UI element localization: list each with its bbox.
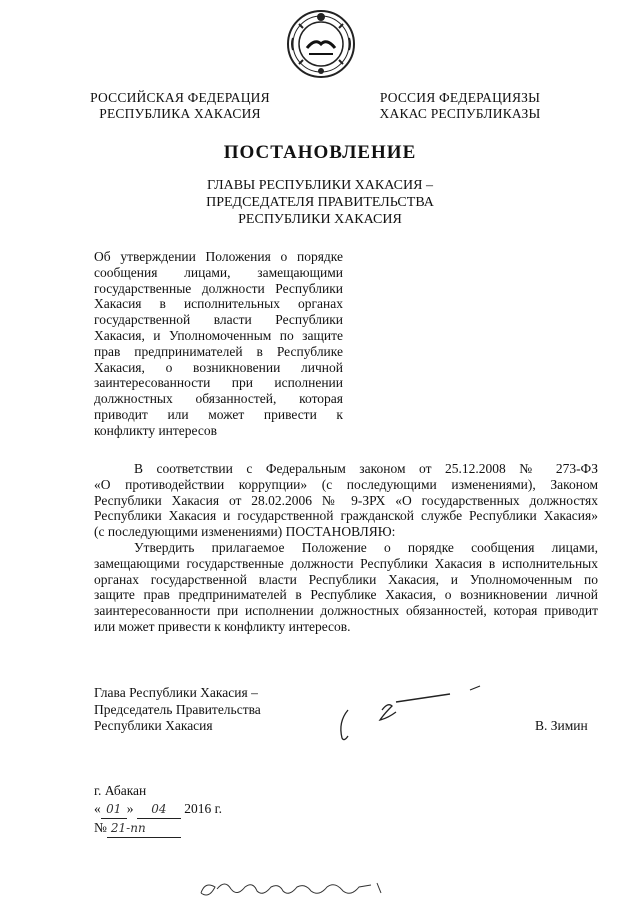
signatory-position bbox=[94, 685, 261, 735]
date-prefix: « bbox=[94, 801, 101, 816]
subject-line: государственной власти Республики bbox=[94, 312, 343, 328]
header-left-line: РЕСПУБЛИКА ХАКАСИЯ bbox=[99, 106, 261, 121]
number-line bbox=[94, 819, 222, 838]
header-right-line: РОССИЯ ФЕДЕРАЦИЯЗЫ bbox=[379, 90, 541, 105]
date-year: 2016 г. bbox=[184, 801, 223, 816]
handwritten-mark bbox=[195, 875, 395, 903]
header-right bbox=[370, 90, 550, 122]
number-prefix: № bbox=[94, 820, 107, 835]
header-left-line: РОССИЙСКАЯ ФЕДЕРАЦИЯ bbox=[90, 90, 270, 105]
subject-line: Хакасия, о возникновении личной bbox=[94, 359, 343, 375]
subtitle-line: ГЛАВЫ РЕСПУБЛИКИ ХАКАСИЯ – bbox=[207, 178, 433, 193]
body-line: заинтересованности при исполнении должностных обязанностей, которая приводит bbox=[94, 603, 598, 619]
signatory-line: Глава Республики Хакасия – bbox=[94, 685, 258, 700]
place-date-number bbox=[94, 782, 222, 838]
subject-line: конфликту интересов bbox=[94, 422, 217, 438]
header-right-line: ХАКАС РЕСПУБЛИКАЗЫ bbox=[379, 106, 541, 121]
body-line: защите прав предпринимателей в Республике Хакасия, о возникновении личной bbox=[94, 587, 598, 603]
coat-of-arms-icon bbox=[285, 8, 357, 80]
body-line: (с последующими изменениями) ПОСТАНОВЛЯЮ: bbox=[94, 524, 396, 540]
subject-line: Хакасия, и Уполномоченным по защите bbox=[94, 327, 343, 343]
subtitle-line: ПРЕДСЕДАТЕЛЯ ПРАВИТЕЛЬСТВА bbox=[206, 195, 434, 210]
subject-line: Хакасия в исполнительных органах bbox=[94, 296, 343, 312]
subject-line: сообщения лицами, замещающими bbox=[94, 264, 343, 280]
body-line: замещающими государственные должности Республики Хакасия в исполнительных bbox=[94, 555, 598, 571]
city: г. Абакан bbox=[94, 783, 147, 798]
body-line: органах государственной власти Республики Хакасия, и Уполномоченным по bbox=[94, 571, 598, 587]
subtitle-line: РЕСПУБЛИКИ ХАКАСИЯ bbox=[238, 212, 402, 227]
document-subtitle bbox=[0, 177, 640, 228]
body-line: или может привести к конфликту интересов. bbox=[94, 618, 351, 634]
date-day: 01 bbox=[101, 800, 127, 819]
subject-line: прав предпринимателей в Республике bbox=[94, 343, 343, 359]
body-line: В соответствии с Федеральным законом от 25.12.2008 № 273-ФЗ bbox=[134, 461, 598, 476]
handwritten-signature bbox=[330, 680, 490, 750]
document-number: 21-пп bbox=[107, 819, 181, 838]
subject-line: должностных обязанностей, которая bbox=[94, 391, 343, 407]
header-left bbox=[90, 90, 270, 122]
signatory-name: В. Зимин bbox=[535, 718, 588, 733]
signatory-line: Республики Хакасия bbox=[94, 718, 213, 733]
body-line: «О противодействии коррупции» (с последующими изменениями), Законом bbox=[94, 476, 598, 492]
document-body bbox=[94, 461, 598, 635]
body-line: Утвердить прилагаемое Положение о порядке сообщения лицами, bbox=[134, 539, 598, 555]
body-line: Республики Хакасия и государственной гражданской службе Республики Хакасия» bbox=[94, 508, 598, 524]
subject-line: государственные должности Республики bbox=[94, 280, 343, 296]
date-mid: » bbox=[126, 801, 134, 816]
date-month: 04 bbox=[137, 800, 181, 819]
document-title: ПОСТАНОВЛЕНИЕ bbox=[223, 142, 417, 163]
subject-line: заинтересованности при исполнении bbox=[94, 375, 343, 391]
subject-line: приводит или может привести к bbox=[94, 406, 343, 422]
body-line: Республики Хакасия от 28.02.2006 № 9-ЗРХ «О государственных должностях bbox=[94, 492, 598, 508]
signatory-line: Председатель Правительства bbox=[94, 701, 261, 717]
date-line bbox=[94, 800, 222, 819]
subject-line: Об утверждении Положения о порядке bbox=[94, 249, 343, 264]
subject-block bbox=[94, 249, 343, 439]
